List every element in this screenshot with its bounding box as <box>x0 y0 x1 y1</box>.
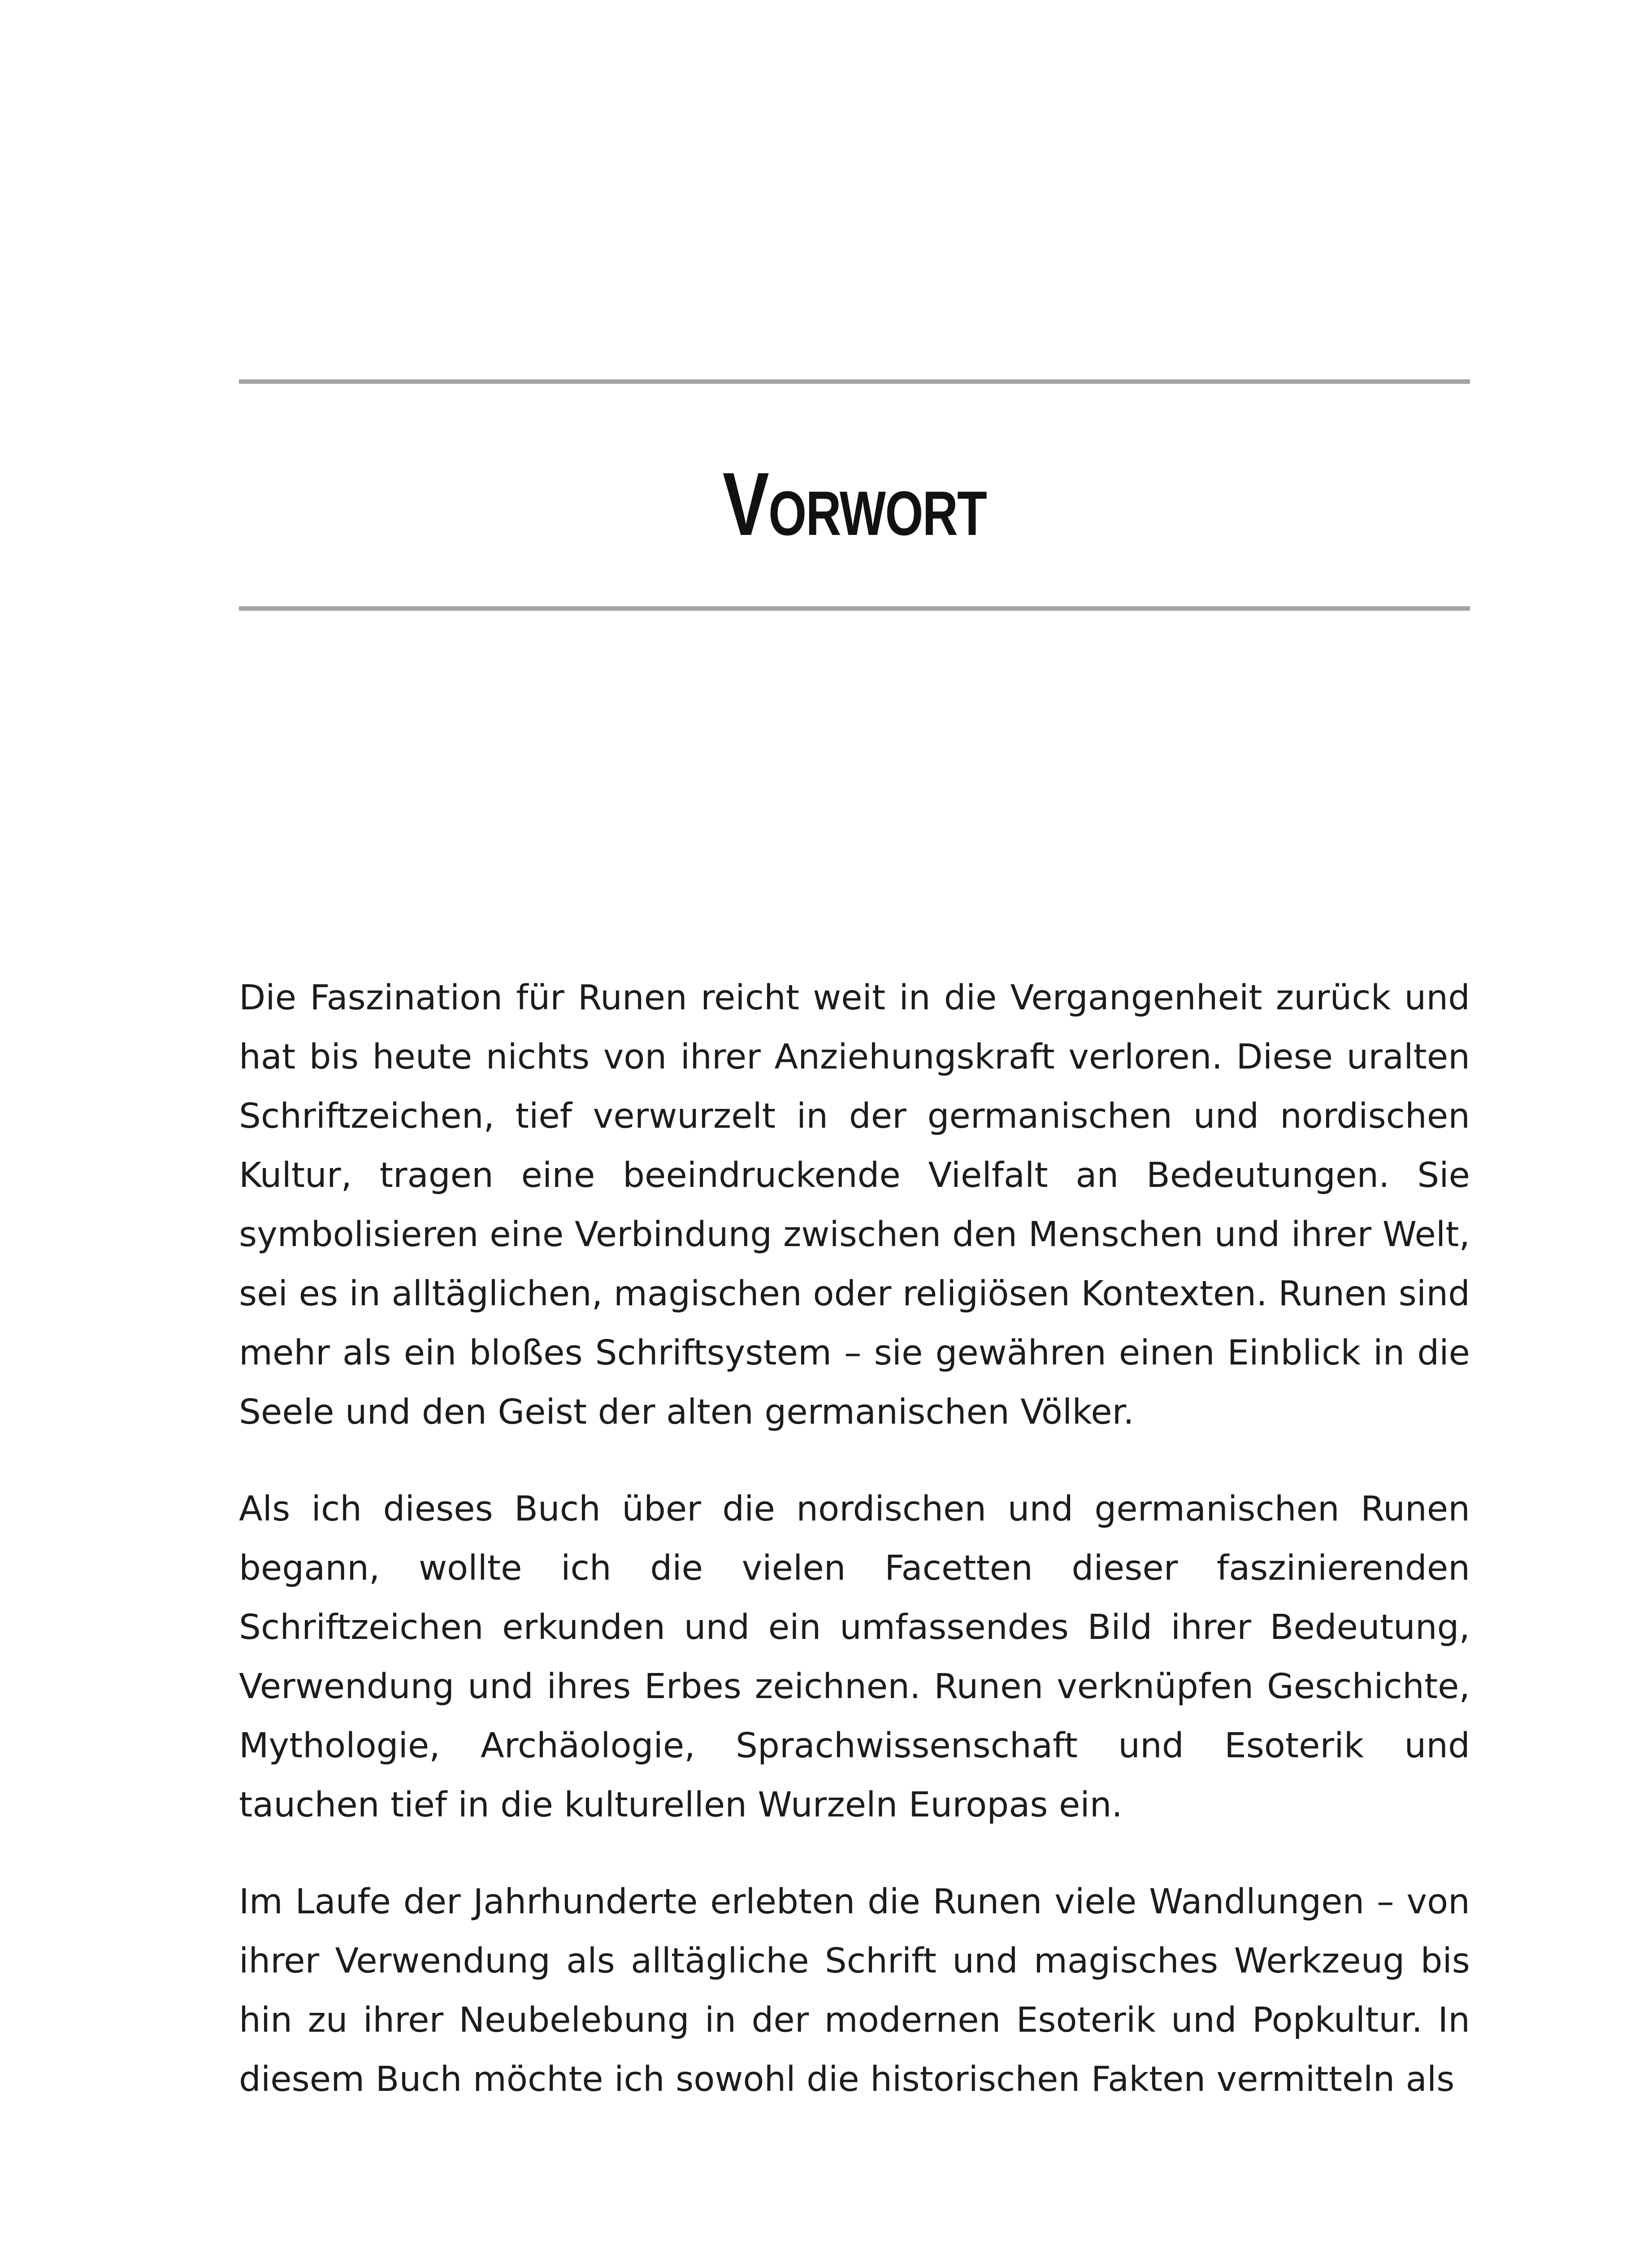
chapter-title: Vorwort <box>722 454 987 554</box>
chapter-body <box>239 969 1470 2147</box>
title-bottom-rule <box>239 606 1470 611</box>
paragraph: Die Faszination für Runen reicht weit in die Vergangenheit zurück und hat bis heute nichts von ihrer Anziehungskraft verloren. Diese uralten Schriftzeichen, tief verwurzelt in der germanischen und nordischen Kultur, tragen eine beeindruckende Vielfalt an Bedeutungen. Sie symbolisieren eine Verbindung zwischen den Menschen und ihrer Welt, sei es in alltäglichen, magischen oder religiösen Kontexten. Runen sind mehr als ein bloßes Schriftsystem – sie gewähren einen Einblick in die Seele und den Geist der alten germanischen Völker. <box>239 978 1470 1432</box>
paragraph: Im Laufe der Jahrhunderte erlebten die Runen viele Wandlungen – von ihrer Verwendung als alltägliche Schrift und magisches Werkzeug bis hin zu ihrer Neubelebung in der modernen Esoterik und Popkultur. In diesem Buch möchte ich sowohl die historischen Fakten vermitteln als <box>239 1882 1470 2099</box>
paragraph: Als ich dieses Buch über die nordischen und germanischen Runen begann, wollte ich die vielen Facetten dieser faszinierenden Schriftzeichen erkunden und ein umfassendes Bild ihrer Bedeutung, Verwendung und ihres Erbes zeichnen. Runen verknüpfen Geschichte, Mythologie, Archäologie, Sprachwissenschaft und Esoterik und tauchen tief in die kulturellen Wurzeln Europas ein. <box>239 1489 1470 1825</box>
title-top-rule <box>239 379 1470 384</box>
